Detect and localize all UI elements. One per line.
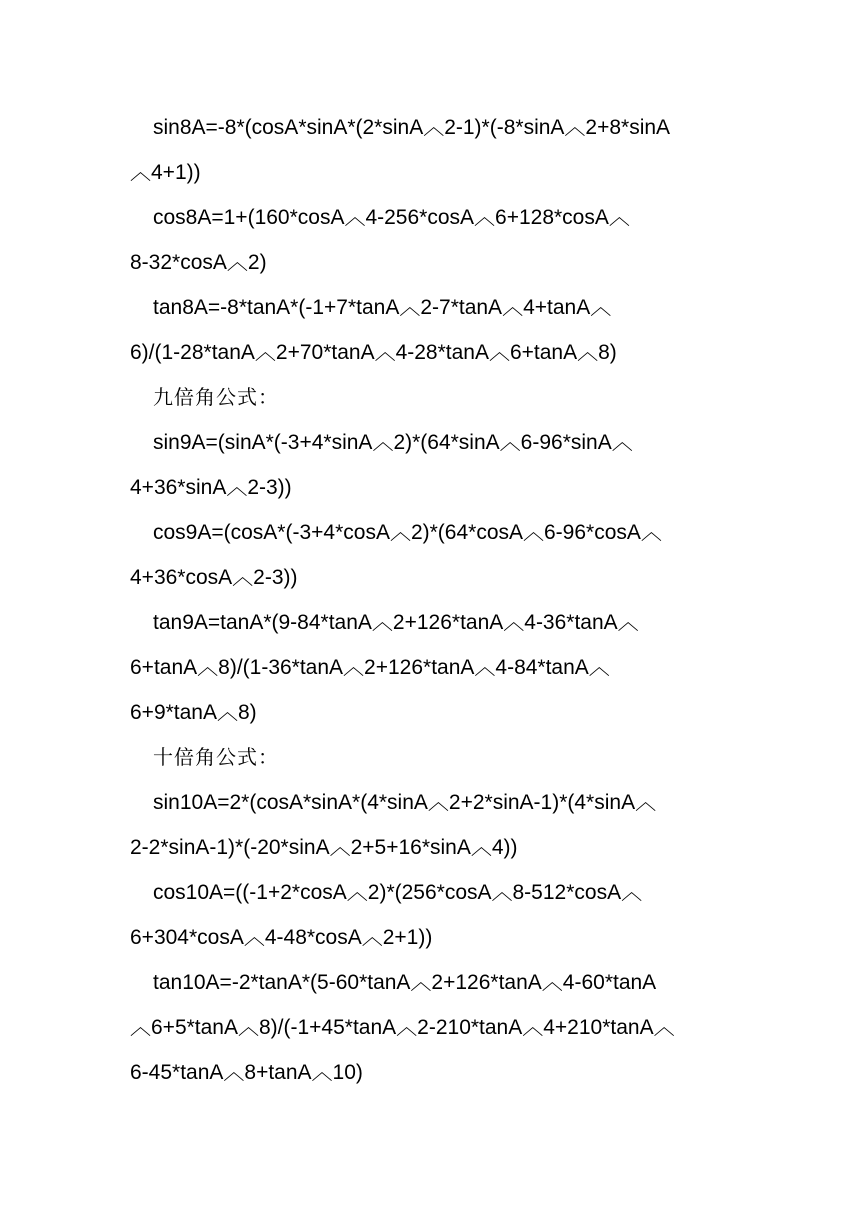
formula-tan10a-line-1: tan10A=-2*tanA*(5-60*tanA︿2+126*tanA︿4-60*tanA: [153, 971, 657, 994]
section-heading-nine: 九倍角公式：: [153, 385, 279, 409]
formula-tan10a-line-3: 6-45*tanA︿8+tanA︿10): [130, 1061, 363, 1084]
section-heading-ten: 十倍角公式：: [153, 745, 279, 769]
formula-sin8a-line-2: ︿4+1)): [130, 161, 201, 184]
formula-sin8a-line-1: sin8A=-8*(cosA*sinA*(2*sinA︿2-1)*(-8*sinA︿2+8*sinA: [153, 116, 671, 139]
formula-tan9a-line-3: 6+9*tanA︿8): [130, 701, 257, 724]
formula-cos10a-line-1: cos10A=((-1+2*cosA︿2)*(256*cosA︿8-512*cosA︿: [153, 881, 643, 904]
formula-cos9a-line-2: 4+36*cosA︿2-3)): [130, 566, 298, 589]
formula-tan8a-line-2: 6)/(1-28*tanA︿2+70*tanA︿4-28*tanA︿6+tanA︿8): [130, 341, 617, 364]
formula-sin9a-line-2: 4+36*sinA︿2-3)): [130, 476, 292, 499]
document-body: [130, 105, 735, 1095]
formula-sin10a-line-1: sin10A=2*(cosA*sinA*(4*sinA︿2+2*sinA-1)*(4*sinA︿: [153, 791, 657, 814]
formula-cos8a-line-1: cos8A=1+(160*cosA︿4-256*cosA︿6+128*cosA︿: [153, 206, 630, 229]
formula-tan9a-line-1: tan9A=tanA*(9-84*tanA︿2+126*tanA︿4-36*tanA︿: [153, 611, 639, 634]
formula-cos8a-line-2: 8-32*cosA︿2): [130, 251, 267, 274]
formula-sin9a-line-1: sin9A=(sinA*(-3+4*sinA︿2)*(64*sinA︿6-96*sinA︿: [153, 431, 633, 454]
formula-tan9a-line-2: 6+tanA︿8)/(1-36*tanA︿2+126*tanA︿4-84*tanA︿: [130, 656, 610, 679]
formula-cos10a-line-2: 6+304*cosA︿4-48*cosA︿2+1)): [130, 926, 433, 949]
formula-tan10a-line-2: ︿6+5*tanA︿8)/(-1+45*tanA︿2-210*tanA︿4+210*tanA︿: [130, 1016, 675, 1039]
formula-cos9a-line-1: cos9A=(cosA*(-3+4*cosA︿2)*(64*cosA︿6-96*cosA︿: [153, 521, 662, 544]
formula-tan8a-line-1: tan8A=-8*tanA*(-1+7*tanA︿2-7*tanA︿4+tanA︿: [153, 296, 612, 319]
formula-sin10a-line-2: 2-2*sinA-1)*(-20*sinA︿2+5+16*sinA︿4)): [130, 836, 518, 859]
